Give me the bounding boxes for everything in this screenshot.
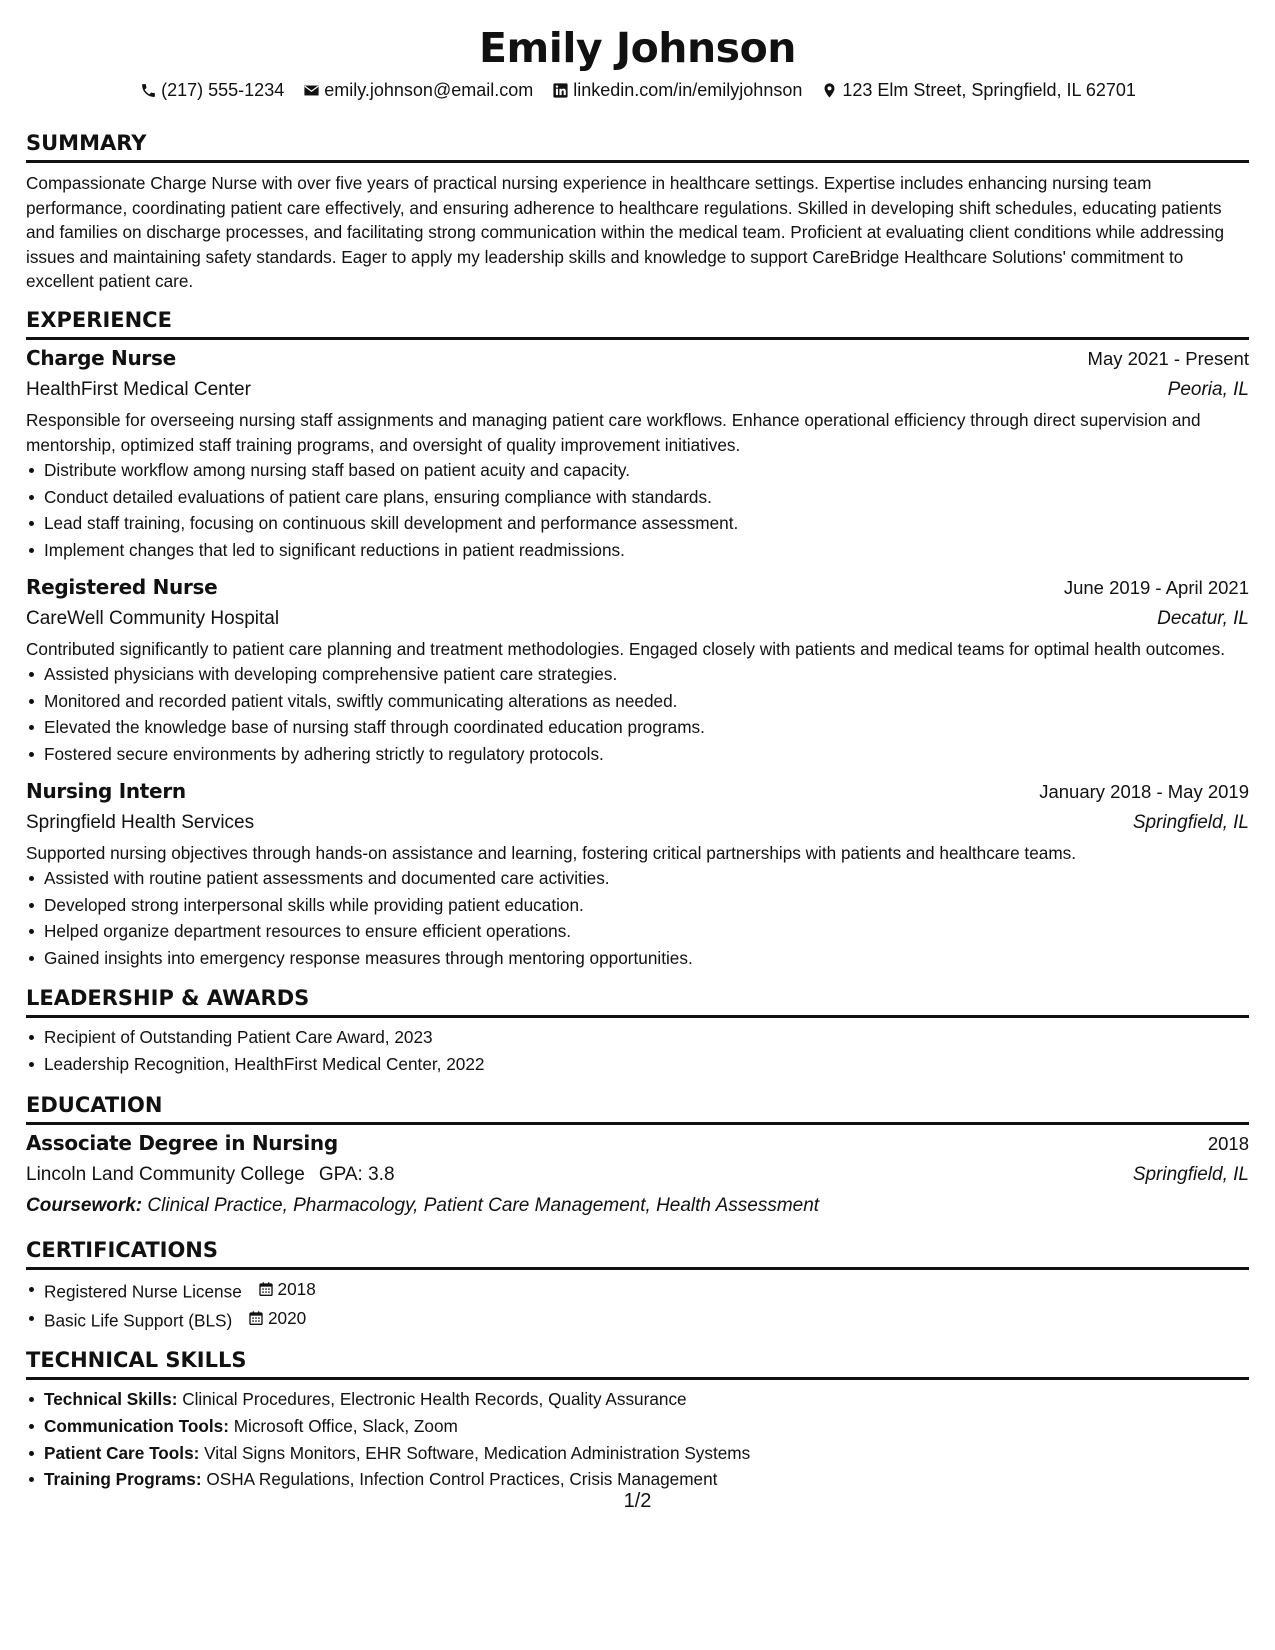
- certifications-list: [26, 1276, 1249, 1334]
- cert-name: Basic Life Support (BLS): [44, 1309, 233, 1330]
- calendar-icon: [257, 1280, 275, 1298]
- job-description: Supported nursing objectives through hands-on assistance and learning, fostering critical partnerships with patients and healthcare teams.: [26, 842, 1077, 863]
- calendar-icon: [247, 1309, 265, 1327]
- school-name: Lincoln Land Community College: [26, 1163, 305, 1185]
- job-entry: [26, 572, 1249, 768]
- skill-value: OSHA Regulations, Infection Control Practices, Crisis Management: [206, 1469, 718, 1490]
- summary-section: [26, 130, 1249, 294]
- list-item: Helped organize department resources to ensure efficient operations.: [44, 918, 1249, 945]
- list-item: Conduct detailed evaluations of patient care plans, ensuring compliance with standards.: [44, 484, 1249, 511]
- coursework-label: Coursework:: [26, 1194, 143, 1216]
- job-location: Peoria, IL: [1167, 378, 1249, 400]
- job-organization: CareWell Community Hospital: [26, 607, 280, 629]
- cert-date: [247, 1305, 306, 1332]
- contact-address: [820, 78, 1136, 102]
- job-location: Decatur, IL: [1157, 607, 1249, 629]
- job-entry: [26, 343, 1249, 564]
- list-item: [44, 1413, 1249, 1440]
- list-item: Developed strong interpersonal skills while providing patient education.: [44, 892, 1249, 919]
- skill-value: Clinical Procedures, Electronic Health Records, Quality Assurance: [182, 1389, 687, 1410]
- envelope-icon: [302, 81, 320, 99]
- certifications-section: [26, 1237, 1249, 1334]
- contact-bar: [26, 78, 1249, 102]
- linkedin-link[interactable]: linkedin.com/in/emilyjohnson: [573, 80, 803, 100]
- job-location: Springfield, IL: [1132, 811, 1249, 833]
- job-bullets: [26, 457, 1249, 563]
- job-organization: HealthFirst Medical Center: [26, 378, 251, 400]
- list-item: Recipient of Outstanding Patient Care Award, 2023: [44, 1024, 1249, 1051]
- list-item: Leadership Recognition, HealthFirst Medical Center, 2022: [44, 1051, 1249, 1078]
- list-item: Monitored and recorded patient vitals, swiftly communicating alterations as needed.: [44, 688, 1249, 715]
- cert-name: Registered Nurse License: [44, 1280, 242, 1301]
- list-item: Elevated the knowledge base of nursing staff through coordinated education programs.: [44, 714, 1249, 741]
- job-organization: Springfield Health Services: [26, 811, 255, 833]
- email-link[interactable]: emily.johnson@email.com: [324, 80, 534, 100]
- degree-year: 2018: [1207, 1132, 1249, 1154]
- list-item: [44, 1440, 1249, 1467]
- list-item: Assisted physicians with developing comprehensive patient care strategies.: [44, 661, 1249, 688]
- page-number: 1/2: [623, 1490, 652, 1512]
- list-item: Fostered secure environments by adhering strictly to regulatory protocols.: [44, 741, 1249, 768]
- job-title: Nursing Intern: [26, 778, 186, 803]
- address-text: 123 Elm Street, Springfield, IL 62701: [842, 80, 1136, 100]
- list-item: [44, 1305, 1249, 1334]
- list-item: [44, 1466, 1249, 1493]
- job-bullets: [26, 865, 1249, 971]
- contact-linkedin[interactable]: [551, 78, 802, 102]
- phone-text: (217) 555-1234: [161, 80, 285, 100]
- skill-label: Training Programs:: [44, 1469, 202, 1490]
- job-dates: January 2018 - May 2019: [1039, 780, 1249, 802]
- job-title: Charge Nurse: [26, 345, 176, 370]
- school-location: Springfield, IL: [1132, 1163, 1249, 1185]
- gpa-text: GPA: 3.8: [318, 1163, 395, 1185]
- awards-section: [26, 985, 1249, 1077]
- job-bullets: [26, 661, 1249, 767]
- skills-section: [26, 1347, 1249, 1492]
- list-item: Assisted with routine patient assessments and documented care activities.: [44, 865, 1249, 892]
- list-item: [44, 1276, 1249, 1305]
- skill-label: Communication Tools:: [44, 1416, 229, 1437]
- job-title: Registered Nurse: [26, 574, 218, 599]
- job-dates: May 2021 - Present: [1087, 347, 1249, 369]
- skill-label: Patient Care Tools:: [44, 1442, 200, 1463]
- skills-heading: TECHNICAL SKILLS: [26, 1347, 1249, 1380]
- cert-year: 2020: [267, 1307, 307, 1328]
- summary-text: Compassionate Charge Nurse with over five years of practical nursing experience in healthcare settings. Expertise includes enhancing nursing team performance, coordinating patient care effectively, and ensuring adherence to healthcare regulations. Skilled in developing shift schedules, educating patients and families on discharge processes, and facilitating strong communication within the medical team. Proficient at evaluating client conditions while addressing issues and maintaining safety standards. Eager to apply my leadership skills and knowledge to support CareBridge Healthcare Solutions' commitment to excellent patient care.: [26, 173, 1225, 292]
- phone-icon: [139, 81, 157, 99]
- job-dates: June 2019 - April 2021: [1063, 576, 1249, 598]
- candidate-name: Emily Johnson: [479, 24, 796, 72]
- awards-list: [26, 1024, 1249, 1077]
- job-description: Responsible for overseeing nursing staff assignments and managing patient care workflows. Enhance operational efficiency through direct supervision and mentorship, optimized staff training programs, and oversight of quality improvement initiatives.: [26, 409, 1201, 455]
- cert-date: [257, 1276, 316, 1303]
- summary-heading: SUMMARY: [26, 130, 1249, 163]
- education-section: [26, 1092, 1249, 1221]
- list-item: Gained insights into emergency response measures through mentoring opportunities.: [44, 945, 1249, 972]
- cert-year: 2018: [277, 1278, 316, 1299]
- list-item: Implement changes that led to significant reductions in patient readmissions.: [44, 537, 1249, 564]
- coursework-text: Clinical Practice, Pharmacology, Patient Care Management, Health Assessment: [147, 1194, 820, 1216]
- list-item: [44, 1386, 1249, 1413]
- skills-list: [26, 1386, 1249, 1492]
- school-line: [26, 1159, 395, 1191]
- list-item: Distribute workflow among nursing staff based on patient acuity and capacity.: [44, 457, 1249, 484]
- contact-phone: [139, 78, 284, 102]
- education-heading: EDUCATION: [26, 1092, 1249, 1125]
- awards-heading: LEADERSHIP & AWARDS: [26, 985, 1249, 1018]
- job-entry: [26, 776, 1249, 972]
- skill-value: Vital Signs Monitors, EHR Software, Medication Administration Systems: [204, 1442, 751, 1463]
- coursework-line: [26, 1191, 1249, 1221]
- degree-title: Associate Degree in Nursing: [26, 1130, 338, 1155]
- experience-section: [26, 307, 1249, 972]
- skill-value: Microsoft Office, Slack, Zoom: [233, 1416, 458, 1437]
- list-item: Lead staff training, focusing on continuous skill development and performance assessment.: [44, 510, 1249, 537]
- linkedin-icon: [551, 81, 569, 99]
- map-pin-icon: [820, 81, 838, 99]
- job-description: Contributed significantly to patient care planning and treatment methodologies. Engaged closely with patients and medical teams for optimal health outcomes.: [26, 638, 1226, 659]
- experience-heading: EXPERIENCE: [26, 307, 1249, 340]
- certifications-heading: CERTIFICATIONS: [26, 1237, 1249, 1270]
- skill-label: Technical Skills:: [44, 1389, 178, 1410]
- contact-email[interactable]: [302, 78, 533, 102]
